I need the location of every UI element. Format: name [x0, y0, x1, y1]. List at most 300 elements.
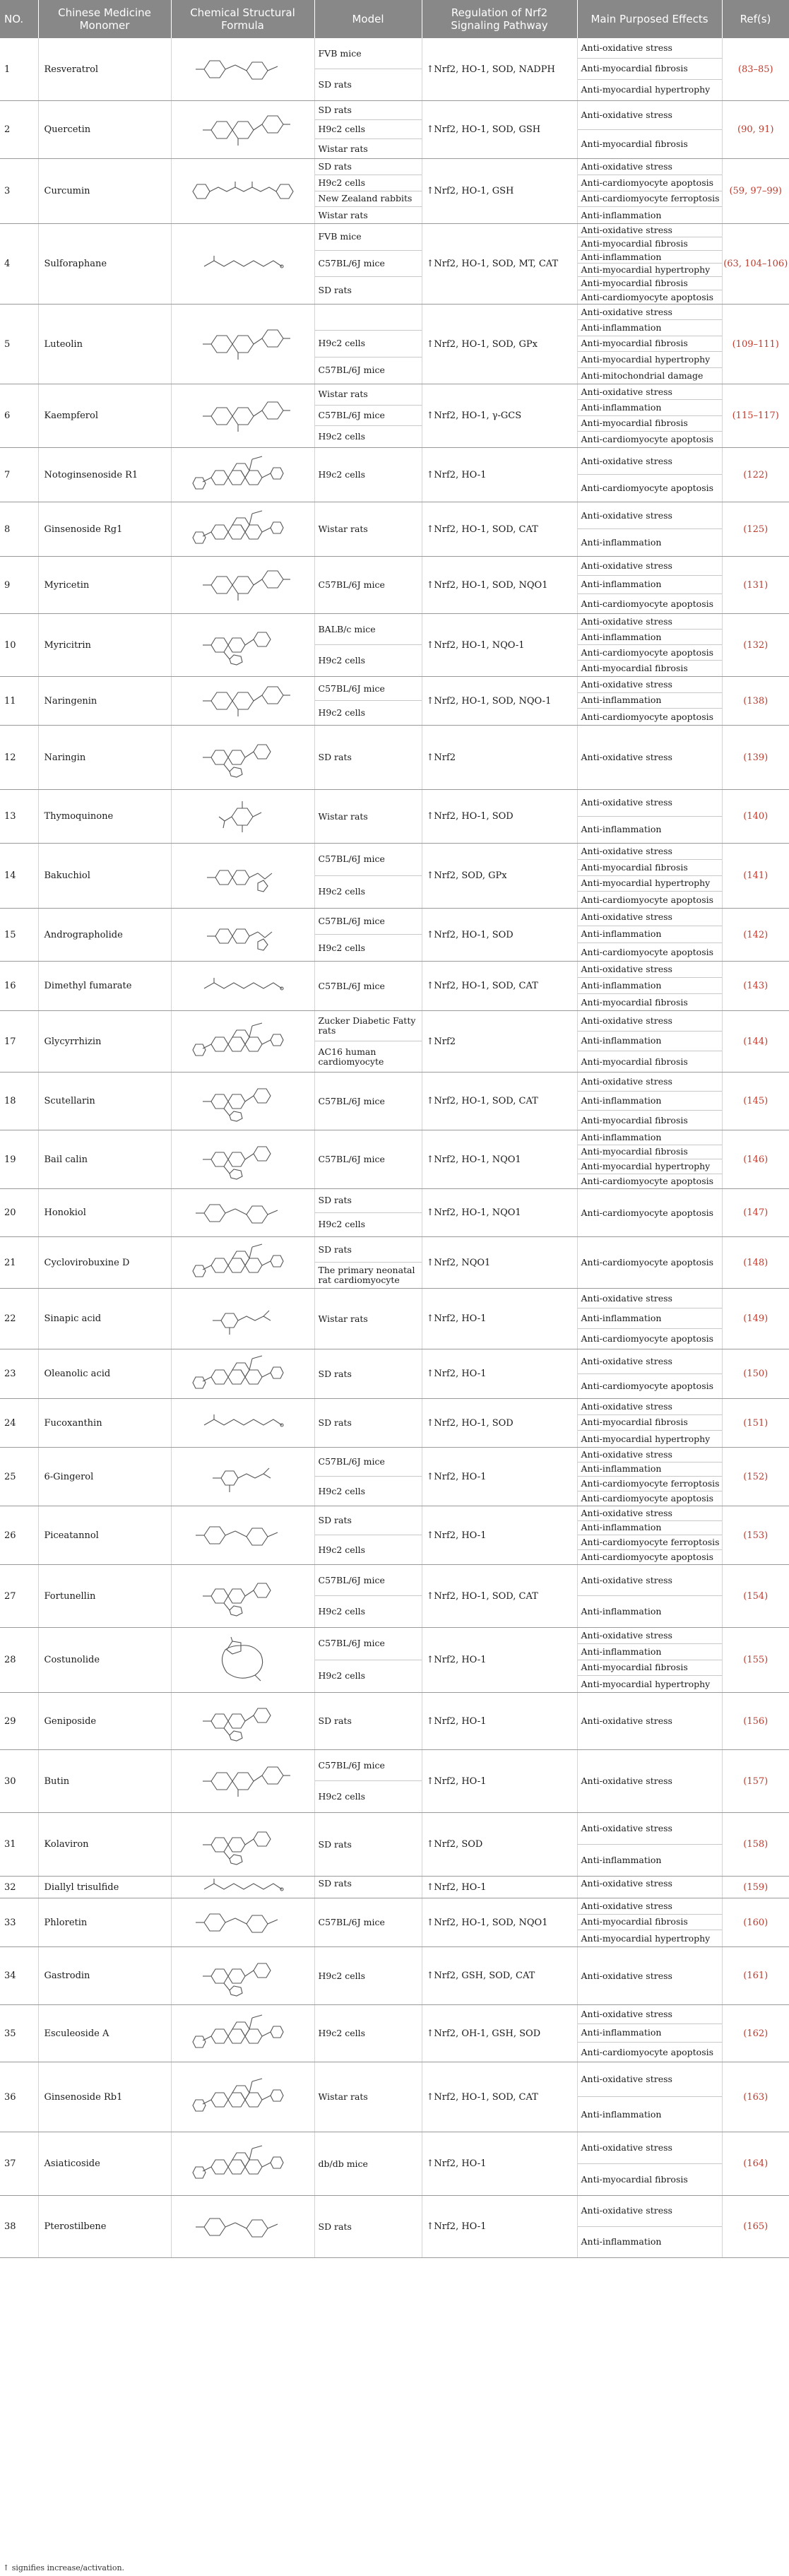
monomer-name: Bail calin [38, 1130, 171, 1189]
row-number: 16 [0, 962, 38, 1011]
monomer-name: Sinapic acid [38, 1289, 171, 1349]
row-number: 28 [0, 1628, 38, 1693]
effect-entry: Anti-inflammation [578, 693, 722, 709]
table-row [0, 1628, 789, 1693]
nrf2-regulation: ↑Nrf2, HO-1, SOD [422, 1399, 577, 1448]
model-entry: SD rats [318, 1715, 352, 1726]
monomer-name: Kolaviron [38, 1813, 171, 1877]
monomer-name: Luteolin [38, 305, 171, 384]
model-entry: H9c2 cells [318, 942, 366, 953]
chemical-structure-image [171, 159, 314, 224]
model-entry: H9c2 cells [318, 431, 366, 442]
reference-link: (163) [722, 2062, 789, 2132]
effect-entry: Anti-oxidative stress [578, 962, 722, 978]
reference-link: (151) [722, 1399, 789, 1448]
row-number: 38 [0, 2196, 38, 2258]
model-entry: H9c2 cells [318, 707, 366, 718]
reference-link: (142) [722, 909, 789, 962]
model-cell [314, 1130, 422, 1189]
table-row [0, 224, 789, 305]
model-cell [314, 1399, 422, 1448]
row-number: 2 [0, 101, 38, 159]
effect-entry: Anti-oxidative stress [578, 101, 722, 130]
effect-entry: Anti-inflammation [581, 824, 662, 835]
row-number: 25 [0, 1448, 38, 1506]
row-number: 33 [0, 1898, 38, 1947]
effect-entry: Anti-myocardial hypertrophy [578, 876, 722, 892]
reference-link: (155) [722, 1628, 789, 1693]
effect-entry: Anti-inflammation [578, 1644, 722, 1660]
chemical-structure-image [171, 909, 314, 962]
chemical-structure-image [171, 1877, 314, 1898]
row-number: 8 [0, 502, 38, 557]
row-number: 3 [0, 159, 38, 224]
effect-entry: Anti-myocardial fibrosis [581, 663, 688, 673]
model-entry: SD rats [318, 1368, 352, 1379]
chemical-structure-image [171, 38, 314, 101]
monomer-name: Myricitrin [38, 614, 171, 677]
model-entry: Wistar rats [318, 810, 368, 822]
model-entry: H9c2 cells [315, 175, 422, 191]
row-number: 14 [0, 844, 38, 909]
model-entry: H9c2 cells [318, 469, 366, 480]
effect-entry: Anti-cardiomyocyte apoptosis [581, 1257, 714, 1268]
chemical-structure-image [171, 1813, 314, 1877]
effect-entry: Anti-myocardial fibrosis [578, 237, 722, 251]
nrf2-regulation: ↑Nrf2, HO-1, SOD, GSH [422, 101, 577, 159]
model-cell [314, 1898, 422, 1947]
reference-link: (144) [722, 1011, 789, 1073]
nrf2-regulation: ↑Nrf2, HO-1, SOD, CAT [422, 502, 577, 557]
effect-entry: Anti-oxidative stress [578, 1565, 722, 1596]
effect-entry: Anti-oxidative stress [578, 305, 722, 320]
footnote: ↑ signifies increase/activation. [3, 2563, 125, 2572]
model-entry: SD rats [315, 159, 422, 175]
effect-entry: Anti-oxidative stress [578, 614, 722, 630]
chemical-structure-image [171, 1011, 314, 1073]
monomer-name: Notoginsenoside R1 [38, 448, 171, 502]
row-number: 6 [0, 384, 38, 448]
chemical-structure-image [171, 1628, 314, 1693]
row-number: 7 [0, 448, 38, 502]
model-entry: AC16 human cardiomyocyte [318, 1046, 384, 1067]
model-cell [314, 1011, 422, 1073]
effect-entry: Anti-inflammation [578, 2024, 722, 2043]
table-row [0, 448, 789, 502]
effect-entry: Anti-oxidative stress [578, 2196, 722, 2227]
nrf2-regulation: ↑Nrf2, HO-1, SOD [422, 790, 577, 844]
row-number: 15 [0, 909, 38, 962]
effects-cell [577, 557, 722, 614]
effect-entry: Anti-myocardial fibrosis [578, 1660, 722, 1677]
effect-entry: Anti-oxidative stress [578, 502, 722, 529]
row-number: 19 [0, 1130, 38, 1189]
effects-cell [577, 677, 722, 726]
effects-cell [577, 224, 722, 305]
reference-link: (148) [722, 1237, 789, 1289]
effect-entry: Anti-oxidative stress [578, 557, 722, 576]
effect-entry: Anti-oxidative stress [578, 159, 722, 175]
model-cell [314, 790, 422, 844]
chemical-structure-image [171, 1693, 314, 1750]
chemical-structure-image [171, 2132, 314, 2196]
reference-link: (162) [722, 2005, 789, 2062]
nrf2-regulation: ↑Nrf2, HO-1 [422, 2196, 577, 2258]
table-row [0, 1448, 789, 1506]
monomer-name: Esculeoside A [38, 2005, 171, 2062]
effect-entry: Anti-inflammation [581, 2236, 662, 2247]
col-header-model: Model [314, 0, 422, 38]
reference-link: (59, 97–99) [722, 159, 789, 224]
row-number: 21 [0, 1237, 38, 1289]
effect-entry: Anti-inflammation [578, 1130, 722, 1145]
effect-entry: Anti-oxidative stress [578, 1448, 722, 1463]
model-entry: C57BL/6J mice [315, 1628, 422, 1660]
monomer-name: Kaempferol [38, 384, 171, 448]
effects-cell [577, 159, 722, 224]
model-entry: C57BL/6J mice [318, 980, 385, 991]
effect-entry: Anti-oxidative stress [578, 677, 722, 693]
model-entry: H9c2 cells [318, 2028, 366, 2038]
model-entry: C57BL/6J mice [315, 1565, 422, 1596]
effect-entry: Anti-inflammation [578, 1463, 722, 1477]
table-row [0, 2062, 789, 2132]
model-cell [314, 224, 422, 305]
model-cell [314, 305, 422, 384]
row-number: 4 [0, 224, 38, 305]
model-cell [314, 1628, 422, 1693]
table-row [0, 1399, 789, 1448]
row-number: 35 [0, 2005, 38, 2062]
reference-link: (140) [722, 790, 789, 844]
table-body [0, 38, 789, 2258]
model-entry: SD rats [315, 1506, 422, 1535]
effect-entry: Anti-myocardial fibrosis [581, 996, 688, 1008]
effect-entry: Anti-cardiomyocyte apoptosis [581, 894, 714, 905]
nrf2-regulation: ↑Nrf2, HO-1, SOD, NQO1 [422, 557, 577, 614]
model-cell [314, 726, 422, 790]
nrf2-regulation: ↑Nrf2, HO-1, NQO1 [422, 1189, 577, 1237]
monomer-name: Asiaticoside [38, 2132, 171, 2196]
effect-entry: Anti-cardiomyocyte apoptosis [581, 433, 714, 444]
effects-cell [577, 726, 722, 790]
reference-link: (149) [722, 1289, 789, 1349]
row-number: 5 [0, 305, 38, 384]
monomer-name: Naringin [38, 726, 171, 790]
model-cell [314, 101, 422, 159]
effect-entry: Anti-oxidative stress [578, 1506, 722, 1521]
chemical-structure-image [171, 790, 314, 844]
monomer-name: Pterostilbene [38, 2196, 171, 2258]
model-cell [314, 1349, 422, 1399]
row-number: 1 [0, 38, 38, 101]
effect-entry: Anti-cardiomyocyte ferroptosis [578, 191, 722, 208]
nrf2-regulation: ↑Nrf2, HO-1 [422, 1289, 577, 1349]
model-entry: SD rats [318, 1417, 352, 1428]
row-number: 20 [0, 1189, 38, 1237]
effects-cell [577, 2196, 722, 2258]
effect-entry: Anti-cardiomyocyte apoptosis [578, 645, 722, 661]
chemical-structure-image [171, 502, 314, 557]
nrf2-regulation: ↑Nrf2, OH-1, GSH, SOD [422, 2005, 577, 2062]
effects-cell [577, 1565, 722, 1628]
monomer-name: Ginsenoside Rg1 [38, 502, 171, 557]
table-row [0, 962, 789, 1011]
reference-link: (161) [722, 1947, 789, 2005]
effect-entry: Anti-myocardial fibrosis [578, 336, 722, 352]
monomer-name: Thymoquinone [38, 790, 171, 844]
nrf2-regulation: ↑Nrf2, SOD [422, 1813, 577, 1877]
effect-entry: Anti-cardiomyocyte apoptosis [581, 598, 714, 609]
effects-cell [577, 101, 722, 159]
reference-link: (125) [722, 502, 789, 557]
effect-entry: Anti-inflammation [578, 630, 722, 645]
model-cell [314, 1877, 422, 1898]
model-cell [314, 962, 422, 1011]
effects-cell [577, 790, 722, 844]
nrf2-regulation: ↑Nrf2 [422, 1011, 577, 1073]
chemical-structure-image [171, 101, 314, 159]
model-entry: SD rats [318, 79, 352, 90]
monomer-name: Costunolide [38, 1628, 171, 1693]
effect-entry: Anti-oxidative stress [578, 1898, 722, 1915]
effect-entry: Anti-inflammation [578, 926, 722, 944]
effect-entry: Anti-oxidative stress [581, 752, 672, 762]
model-cell [314, 557, 422, 614]
model-entry: SD rats [315, 101, 422, 120]
model-entry: SD rats [318, 2221, 352, 2232]
effect-entry: Anti-inflammation [578, 400, 722, 415]
model-cell [314, 384, 422, 448]
effects-cell [577, 1750, 722, 1813]
table-row [0, 1011, 789, 1073]
effect-entry: Anti-cardiomyocyte apoptosis [578, 175, 722, 191]
effect-entry: Anti-oxidative stress [578, 2005, 722, 2024]
effects-cell [577, 1506, 722, 1565]
chemical-structure-image [171, 1237, 314, 1289]
monomer-name: Resveratrol [38, 38, 171, 101]
chemical-structure-image [171, 1349, 314, 1399]
effect-entry: Anti-oxidative stress [578, 384, 722, 400]
nrf2-regulation: ↑Nrf2, HO-1, SOD, CAT [422, 962, 577, 1011]
effect-entry: Anti-myocardial hypertrophy [578, 1159, 722, 1174]
reference-link: (132) [722, 614, 789, 677]
model-entry: C57BL/6J mice [315, 251, 422, 278]
reference-link: (165) [722, 2196, 789, 2258]
effect-entry: Anti-oxidative stress [578, 790, 722, 817]
effect-entry: Anti-oxidative stress [578, 2132, 722, 2164]
monomer-name: Ginsenoside Rb1 [38, 2062, 171, 2132]
reference-link: (146) [722, 1130, 789, 1189]
model-entry: C57BL/6J mice [315, 844, 422, 876]
nrf2-regulation: ↑Nrf2, HO-1 [422, 1506, 577, 1565]
effect-entry: Anti-myocardial hypertrophy [581, 84, 711, 95]
monomer-name: Phloretin [38, 1898, 171, 1947]
monomer-name: Fortunellin [38, 1565, 171, 1628]
header-row [0, 0, 789, 38]
monomer-name: Honokiol [38, 1189, 171, 1237]
row-number: 10 [0, 614, 38, 677]
row-number: 22 [0, 1289, 38, 1349]
effect-entry: Anti-myocardial fibrosis [578, 1145, 722, 1160]
effect-entry: Anti-inflammation [581, 537, 662, 548]
model-entry: C57BL/6J mice [318, 1917, 385, 1927]
reference-link: (145) [722, 1073, 789, 1130]
model-entry: H9c2 cells [318, 655, 366, 666]
effect-entry: Anti-oxidative stress [578, 1628, 722, 1644]
table-row [0, 1349, 789, 1399]
model-entry: SD rats [318, 285, 352, 296]
model-entry: Wistar rats [315, 384, 422, 406]
chemical-structure-image [171, 1565, 314, 1628]
chemical-structure-image [171, 614, 314, 677]
model-cell [314, 1947, 422, 2005]
chemical-structure-image [171, 1289, 314, 1349]
model-cell [314, 1565, 422, 1628]
effect-entry: Anti-myocardial fibrosis [578, 1915, 722, 1931]
nrf2-regulation: ↑Nrf2, HO-1 [422, 1349, 577, 1399]
chemical-structure-image [171, 557, 314, 614]
effect-entry: Anti-inflammation [578, 251, 722, 264]
effects-cell [577, 1399, 722, 1448]
effect-entry: Anti-oxidative stress [581, 1715, 672, 1726]
table-row [0, 844, 789, 909]
row-number: 18 [0, 1073, 38, 1130]
nrf2-regulation: ↑Nrf2, HO-1, SOD [422, 909, 577, 962]
effect-entry: Anti-myocardial hypertrophy [581, 1433, 711, 1444]
row-number: 34 [0, 1947, 38, 2005]
effect-entry: Anti-cardiomyocyte apoptosis [581, 1551, 714, 1562]
model-cell [314, 844, 422, 909]
nrf2-regulation: ↑Nrf2, HO-1 [422, 1448, 577, 1506]
nrf2-regulation: ↑Nrf2, HO-1, SOD, MT, CAT [422, 224, 577, 305]
monomer-name: Dimethyl fumarate [38, 962, 171, 1011]
effect-entry: Anti-mitochondrial damage [581, 370, 704, 381]
effect-entry: Anti-inflammation [581, 2108, 662, 2120]
chemical-structure-image [171, 384, 314, 448]
table-row [0, 677, 789, 726]
model-entry: BALB/c mice [315, 614, 422, 645]
effects-cell [577, 1130, 722, 1189]
effect-entry: Anti-inflammation [581, 1606, 662, 1617]
effects-cell [577, 1877, 722, 1898]
model-entry: H9c2 cells [315, 120, 422, 139]
row-number: 23 [0, 1349, 38, 1399]
effects-cell [577, 962, 722, 1011]
effect-entry: Anti-cardiomyocyte apoptosis [581, 2046, 714, 2057]
nrf2-regulation: ↑Nrf2, HO-1 [422, 1693, 577, 1750]
nrf2-regulation: ↑Nrf2, HO-1, SOD, CAT [422, 1565, 577, 1628]
effect-entry: Anti-cardiomyocyte apoptosis [581, 1207, 714, 1218]
model-cell [314, 1237, 422, 1289]
monomer-name: Myricetin [38, 557, 171, 614]
model-entry: H9c2 cells [318, 1970, 366, 1981]
model-cell [314, 1189, 422, 1237]
model-cell [314, 677, 422, 726]
model-entry: Wistar rats [318, 524, 368, 534]
model-cell [314, 1693, 422, 1750]
reference-link: (115–117) [722, 384, 789, 448]
effects-cell [577, 1947, 722, 2005]
nrf2-regulation: ↑Nrf2, HO-1 [422, 1628, 577, 1693]
chemical-structure-image [171, 962, 314, 1011]
effect-entry: Anti-oxidative stress [578, 909, 722, 926]
nrf2-regulation: ↑Nrf2, HO-1, NQO1 [422, 1130, 577, 1189]
effect-entry: Anti-oxidative stress [581, 1970, 672, 1981]
table-row [0, 1237, 789, 1289]
col-header-monomer: Chinese Medicine Monomer [38, 0, 171, 38]
effects-cell [577, 1813, 722, 1877]
effect-entry: Anti-myocardial fibrosis [578, 1415, 722, 1431]
row-number: 27 [0, 1565, 38, 1628]
model-entry: H9c2 cells [318, 1670, 366, 1682]
effect-entry: Anti-cardiomyocyte apoptosis [581, 291, 714, 302]
model-entry: C57BL/6J mice [318, 1154, 385, 1164]
effect-entry: Anti-cardiomyocyte apoptosis [581, 1380, 714, 1391]
table-row [0, 101, 789, 159]
chemical-structure-image [171, 1506, 314, 1565]
model-entry: Wistar rats [318, 2091, 368, 2102]
table-row [0, 1506, 789, 1565]
monomer-name: Glycyrrhizin [38, 1011, 171, 1073]
effect-entry: Anti-myocardial fibrosis [581, 138, 688, 149]
model-entry: SD rats [315, 1189, 422, 1213]
reference-link: (143) [722, 962, 789, 1011]
effect-entry: Anti-cardiomyocyte ferroptosis [578, 1477, 722, 1491]
effect-entry: Anti-oxidative stress [578, 844, 722, 860]
table-row [0, 159, 789, 224]
effect-entry: Anti-myocardial fibrosis [578, 277, 722, 290]
model-entry: Wistar rats [318, 1313, 368, 1324]
row-number: 37 [0, 2132, 38, 2196]
table-row [0, 557, 789, 614]
nrf2-regulation: ↑Nrf2, HO-1 [422, 2132, 577, 2196]
reference-link: (150) [722, 1349, 789, 1399]
table-row [0, 790, 789, 844]
effect-entry: Anti-inflammation [578, 1308, 722, 1328]
reference-link: (152) [722, 1448, 789, 1506]
reference-link: (131) [722, 557, 789, 614]
effects-cell [577, 305, 722, 384]
effect-entry: Anti-oxidative stress [578, 1011, 722, 1032]
effects-cell [577, 909, 722, 962]
effects-cell [577, 2005, 722, 2062]
effect-entry: Anti-cardiomyocyte ferroptosis [578, 1535, 722, 1550]
effects-cell [577, 1289, 722, 1349]
effect-entry: Anti-cardiomyocyte apoptosis [581, 711, 714, 722]
effect-entry: Anti-cardiomyocyte apoptosis [581, 1333, 714, 1344]
row-number: 31 [0, 1813, 38, 1877]
effect-entry: Anti-oxidative stress [578, 1813, 722, 1845]
chemical-structure-image [171, 1750, 314, 1813]
nrf2-regulation: ↑Nrf2, HO-1 [422, 1750, 577, 1813]
effect-entry: Anti-myocardial fibrosis [581, 1056, 688, 1067]
effect-entry: Anti-inflammation [578, 1521, 722, 1536]
nrf2-regulation: ↑Nrf2, GSH, SOD, CAT [422, 1947, 577, 2005]
table-row [0, 1289, 789, 1349]
model-entry: H9c2 cells [318, 1791, 366, 1802]
model-entry: C57BL/6J mice [318, 1095, 385, 1106]
effect-entry: Anti-cardiomyocyte apoptosis [581, 946, 714, 957]
monomer-name: Piceatannol [38, 1506, 171, 1565]
model-cell [314, 2132, 422, 2196]
model-cell [314, 448, 422, 502]
row-number: 11 [0, 677, 38, 726]
model-entry: Zucker Diabetic Fatty rats [315, 1011, 422, 1041]
effects-cell [577, 1448, 722, 1506]
chemical-structure-image [171, 224, 314, 305]
model-entry: SD rats [318, 752, 352, 762]
